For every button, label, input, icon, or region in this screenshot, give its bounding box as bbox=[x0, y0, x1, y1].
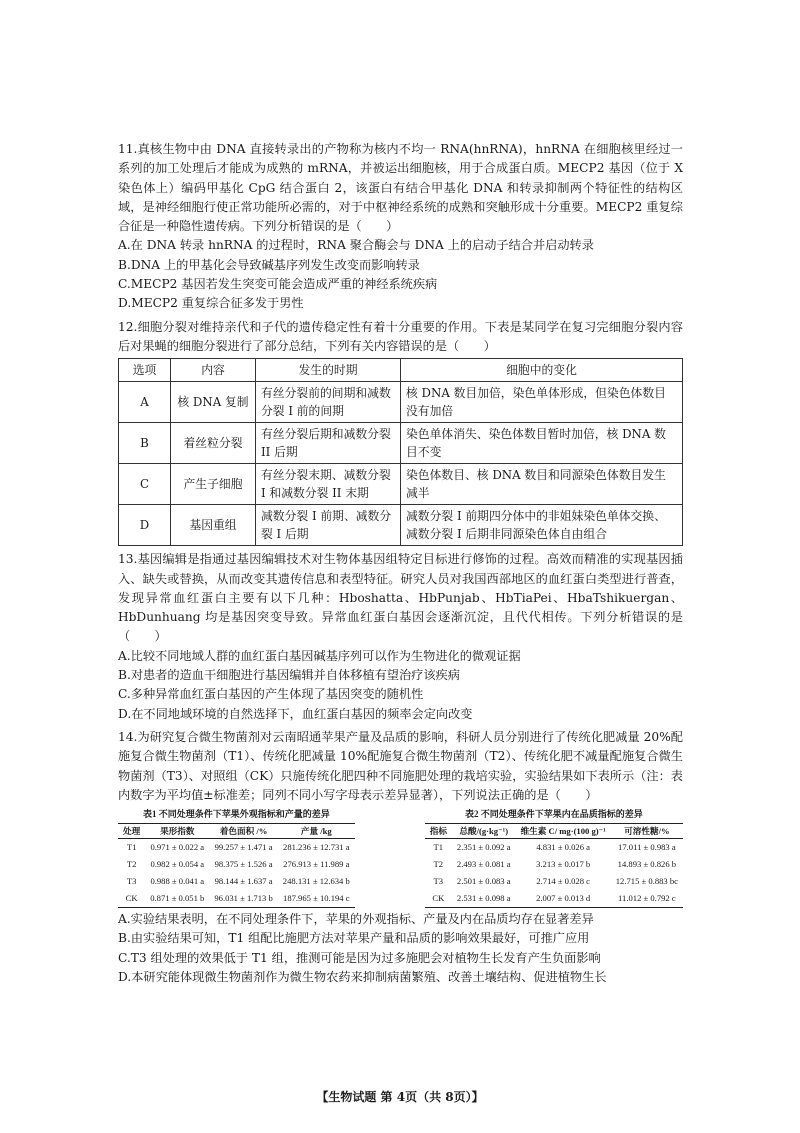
table-caption: 表1 不同处理条件下苹果外观指标和产量的差异 bbox=[143, 809, 330, 820]
table-row bbox=[425, 873, 683, 890]
table-cell: 11.012 ± 0.792 c bbox=[611, 890, 683, 908]
table-cell: D bbox=[119, 505, 171, 546]
table-cell: B bbox=[119, 423, 171, 464]
question-14-option-b: B.由实验结果可知，T1 组配比施肥方法对苹果产量和品质的影响效果最好，可推广应用 bbox=[118, 931, 590, 946]
table-cell: 0.871 ± 0.051 b bbox=[145, 890, 209, 908]
table-cell: 12.715 ± 0.883 bc bbox=[615, 876, 678, 887]
table-row bbox=[425, 839, 683, 857]
table-row bbox=[118, 873, 355, 890]
table-cell: T1 bbox=[433, 842, 444, 853]
table-row bbox=[119, 505, 683, 546]
table-header-cell: 细胞中的变化 bbox=[401, 359, 683, 382]
table-cell: 187.965 ± 10.194 c bbox=[278, 890, 355, 908]
table-cell: A bbox=[119, 382, 171, 423]
table-cell: 248.131 ± 12.634 b bbox=[282, 876, 350, 887]
table-cell: 核 DNA 数目加倍，染色单体形成，但染色体数目没有加倍 bbox=[401, 382, 683, 423]
table-cell: 14.893 ± 0.826 b bbox=[617, 859, 677, 870]
table-row bbox=[425, 890, 683, 908]
question-11-option-d: D.MECP2 重复综合征多发于男性 bbox=[118, 296, 304, 311]
question-11 bbox=[118, 140, 683, 314]
question-13 bbox=[118, 550, 683, 724]
table-header-cell: 产量 /kg bbox=[278, 824, 355, 839]
table-cell: 2.493 ± 0.081 a bbox=[456, 859, 511, 870]
table-header-cell: 总酸/(g·kg⁻¹) bbox=[452, 824, 516, 839]
question-14-stem: 14.为研究复合微生物菌剂对云南昭通苹果产量及品质的影响，科研人员分别进行了传统化肥减量 20%配施复合微生物菌剂（T1）、传统化肥减量 10%配施复合微生物菌剂（T2）、传统化肥不减量配施复合微生物菌剂（T3）、对照组（CK）只施传统化肥四种不同施肥处理的栽培实验，实验结果如下表所示（注：表内数字为平均值±标准差；同列不同小写字母表示差异显著），下列说法正确的是（ ） bbox=[118, 729, 683, 802]
question-11-stem: 11.真核生物中由 DNA 直接转录出的产物称为核内不均一 RNA(hnRNA)，hnRNA 在细胞核里经过一系列的加工处理后才能成为成熟的 mRNA，并被运出细胞核，用于合成蛋白质。MECP2 基因（位于 X 染色体上）编码甲基化 CpG 结合蛋白 2，该蛋白有结合甲基化 DNA 和转录抑制两个特征性的结构区域，是神经细胞行使正常功能所必需的，对于中枢神经系统的成熟和突触形成十分重要。MECP2 重复综合征是一种隐性遗传病。下列分析错误的是（ ） bbox=[118, 142, 683, 234]
table-cell: C bbox=[119, 464, 171, 505]
table-header-cell: 选项 bbox=[119, 359, 171, 382]
table-header-row bbox=[118, 824, 355, 839]
question-13-stem: 13.基因编辑是指通过基因编辑技术对生物体基因组特定目标进行修饰的过程。高效而精准的实现基因插入、缺失或替换，从而改变其遗传信息和表型特征。研究人员对我国西部地区的血红蛋白类型进行普查，发现异常血红蛋白主要有以下几种：Hboshatta、HbPunjab、HbTiaPei、HbaTshikuergan、HbDunhuang 均是基因突变导致。异常血红蛋白基因会逐渐沉淀，且代代相传。下列分析错误的是（ ） bbox=[118, 552, 683, 644]
table-row bbox=[425, 856, 683, 873]
appearance-yield-table bbox=[118, 807, 355, 908]
question-13-option-a: A.比较不同地域人群的血红蛋白基因碱基序列可以作为生物进化的微观证据 bbox=[118, 648, 521, 663]
table-header-row bbox=[425, 824, 683, 839]
table-cell: 2.531 ± 0.098 a bbox=[452, 890, 516, 908]
table-header-cell: 可溶性糖/% bbox=[611, 824, 683, 839]
table-row bbox=[119, 423, 683, 464]
table-header-cell: 指标 bbox=[425, 824, 452, 839]
question-11-option-a: A.在 DNA 转录 hnRNA 的过程时，RNA 聚合酶会与 DNA 上的启动子结合并启动转录 bbox=[118, 238, 594, 253]
question-13-option-b: B.对患者的造血干细胞进行基因编辑并自体移植有望治疗该疾病 bbox=[118, 668, 460, 683]
table-cell: 有丝分裂末期、减数分裂 I 和减数分裂 II 末期 bbox=[256, 464, 401, 505]
table-row bbox=[119, 382, 683, 423]
table-cell: 17.011 ± 0.983 a bbox=[618, 842, 676, 853]
table-cell: 基因重组 bbox=[171, 505, 256, 546]
table-cell: T3 bbox=[433, 876, 444, 887]
table-cell: 2.351 ± 0.092 a bbox=[456, 842, 511, 853]
table-row bbox=[118, 856, 355, 873]
table-cell: 核 DNA 复制 bbox=[171, 382, 256, 423]
table-cell: 2.714 ± 0.028 c bbox=[536, 876, 590, 887]
table-cell: 减数分裂 I 前期四分体中的非姐妹染色单体交换、减数分裂 I 后期非同源染色体自由组合 bbox=[401, 505, 683, 546]
table-row bbox=[118, 890, 355, 908]
table-cell: CK bbox=[425, 890, 452, 908]
table-cell: CK bbox=[118, 890, 145, 908]
table-header-cell: 内容 bbox=[171, 359, 256, 382]
question-14-option-c: C.T3 组处理的效果低于 T1 组，推测可能是因为过多施肥会对植物生长发育产生负面影响 bbox=[118, 950, 601, 965]
table-cell: T2 bbox=[433, 859, 444, 870]
table-cell: 2.007 ± 0.013 d bbox=[516, 890, 611, 908]
table-cell: 减数分裂 I 前期、减数分裂 I 后期 bbox=[256, 505, 401, 546]
table-cell: 0.971 ± 0.022 a bbox=[150, 842, 205, 853]
table-cell: 染色单体消失、染色体数目暂时加倍，核 DNA 数目不变 bbox=[401, 423, 683, 464]
question-13-option-c: C.多种异常血红蛋白基因的产生体现了基因突变的随机性 bbox=[118, 687, 424, 702]
question-14-option-d: D.本研究能体现微生物菌剂作为微生物农药来抑制病菌繁殖、改善土壤结构、促进植物生长 bbox=[118, 970, 607, 985]
question-12-stem: 12.细胞分裂对维持亲代和子代的遗传稳定性有着十分重要的作用。下表是某同学在复习完细胞分裂内容后对果蝇的细胞分裂进行了部分总结，下列有关内容错误的是（ ） bbox=[118, 319, 683, 353]
table-caption: 表2 不同处理条件下苹果内在品质指标的差异 bbox=[464, 809, 643, 820]
table-row bbox=[118, 839, 355, 857]
table-cell: 98.144 ± 1.637 a bbox=[214, 876, 273, 887]
table-header-cell: 发生的时期 bbox=[256, 359, 401, 382]
table-cell: 有丝分裂后期和减数分裂 II 后期 bbox=[256, 423, 401, 464]
question-12 bbox=[118, 318, 683, 547]
table-row bbox=[119, 464, 683, 505]
table-cell: 3.213 ± 0.017 b bbox=[536, 859, 591, 870]
table-cell: 98.375 ± 1.526 a bbox=[214, 859, 273, 870]
question-11-option-c: C.MECP2 基因若发生突变可能会造成严重的神经系统疾病 bbox=[118, 277, 438, 292]
table-header-cell: 果形指数 bbox=[145, 824, 209, 839]
results-tables bbox=[118, 807, 683, 908]
table-cell: 276.913 ± 11.989 a bbox=[283, 859, 350, 870]
table-header-cell: 维生素 C/ mg·(100 g)⁻¹ bbox=[516, 824, 611, 839]
question-14-option-a: A.实验结果表明，在不同处理条件下，苹果的外观指标、产量及内在品质均存在显著差异 bbox=[118, 912, 594, 927]
table-cell: T3 bbox=[126, 876, 137, 887]
table-header-cell: 着色面积 /% bbox=[209, 824, 277, 839]
intrinsic-quality-table bbox=[425, 807, 683, 908]
table-cell: 有丝分裂前的间期和减数分裂 I 前的间期 bbox=[256, 382, 401, 423]
cell-division-table bbox=[118, 358, 683, 546]
table-cell: 96.031 ± 1.713 b bbox=[209, 890, 277, 908]
table-cell: T2 bbox=[126, 859, 137, 870]
table-cell: 染色体数目、核 DNA 数目和同源染色体数目发生减半 bbox=[401, 464, 683, 505]
table-cell: 99.257 ± 1.471 a bbox=[214, 842, 273, 853]
question-13-option-d: D.在不同地域环境的自然选择下，血红蛋白基因的频率会定向改变 bbox=[118, 706, 473, 721]
table-cell: 产生子细胞 bbox=[171, 464, 256, 505]
page-footer: 【生物试题 第 4页（共 8页）】 bbox=[316, 1090, 484, 1104]
table-cell: T1 bbox=[126, 842, 137, 853]
question-14 bbox=[118, 728, 683, 987]
table-cell: 着丝粒分裂 bbox=[171, 423, 256, 464]
table-cell: 0.982 ± 0.054 a bbox=[150, 859, 205, 870]
table-cell: 2.501 ± 0.083 a bbox=[456, 876, 511, 887]
table-cell: 281.236 ± 12.731 a bbox=[283, 842, 350, 853]
table-header-row bbox=[119, 359, 683, 382]
table-header-cell: 处理 bbox=[118, 824, 145, 839]
question-area bbox=[118, 140, 683, 991]
table-cell: 4.831 ± 0.026 a bbox=[536, 842, 590, 853]
table-cell: 0.988 ± 0.041 a bbox=[150, 876, 205, 887]
question-11-option-b: B.DNA 上的甲基化会导致碱基序列发生改变而影响转录 bbox=[118, 257, 420, 272]
